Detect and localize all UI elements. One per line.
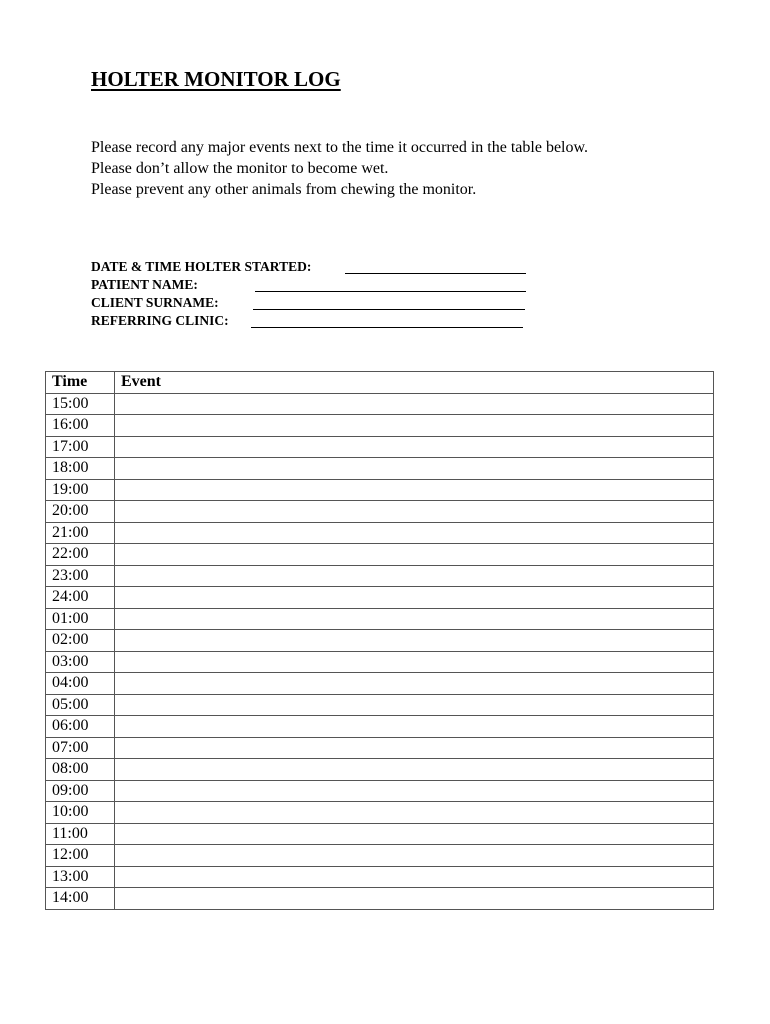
- date-time-label: DATE & TIME HOLTER STARTED:: [91, 259, 312, 274]
- referring-clinic-field: [91, 312, 531, 330]
- time-cell: 18:00: [46, 458, 115, 480]
- time-cell: 16:00: [46, 415, 115, 437]
- event-cell[interactable]: [115, 565, 714, 587]
- event-cell[interactable]: [115, 436, 714, 458]
- referring-clinic-label: REFERRING CLINIC:: [91, 313, 229, 328]
- event-cell[interactable]: [115, 823, 714, 845]
- time-cell: 08:00: [46, 759, 115, 781]
- instructions: [91, 137, 588, 200]
- event-cell[interactable]: [115, 544, 714, 566]
- table-row: [46, 823, 714, 845]
- table-row: [46, 888, 714, 910]
- table-row: [46, 780, 714, 802]
- table-row: [46, 608, 714, 630]
- table-row: [46, 716, 714, 738]
- table-row: [46, 544, 714, 566]
- time-cell: 23:00: [46, 565, 115, 587]
- time-cell: 05:00: [46, 694, 115, 716]
- table-row: [46, 845, 714, 867]
- patient-info-fields: [91, 258, 531, 330]
- time-cell: 15:00: [46, 393, 115, 415]
- time-cell: 20:00: [46, 501, 115, 523]
- event-column-header: Event: [115, 372, 714, 394]
- time-cell: 11:00: [46, 823, 115, 845]
- time-cell: 14:00: [46, 888, 115, 910]
- time-cell: 13:00: [46, 866, 115, 888]
- event-cell[interactable]: [115, 845, 714, 867]
- table-row: [46, 587, 714, 609]
- client-surname-field: [91, 294, 531, 312]
- page-title: HOLTER MONITOR LOG: [91, 67, 341, 91]
- table-row: [46, 802, 714, 824]
- table-row: [46, 737, 714, 759]
- event-log-body: [46, 393, 714, 909]
- table-row: [46, 436, 714, 458]
- event-cell[interactable]: [115, 415, 714, 437]
- date-time-field: [91, 258, 531, 276]
- event-cell[interactable]: [115, 866, 714, 888]
- table-row: [46, 501, 714, 523]
- time-cell: 06:00: [46, 716, 115, 738]
- time-cell: 24:00: [46, 587, 115, 609]
- event-cell[interactable]: [115, 694, 714, 716]
- event-cell[interactable]: [115, 716, 714, 738]
- table-row: [46, 522, 714, 544]
- time-cell: 21:00: [46, 522, 115, 544]
- time-cell: 10:00: [46, 802, 115, 824]
- table-row: [46, 630, 714, 652]
- time-cell: 17:00: [46, 436, 115, 458]
- time-column-header: Time: [46, 372, 115, 394]
- time-cell: 22:00: [46, 544, 115, 566]
- client-surname-label: CLIENT SURNAME:: [91, 295, 219, 310]
- time-cell: 04:00: [46, 673, 115, 695]
- instruction-line: Please record any major events next to the time it occurred in the table below.: [91, 139, 589, 156]
- patient-name-input-line[interactable]: [255, 291, 526, 292]
- event-cell[interactable]: [115, 673, 714, 695]
- event-cell[interactable]: [115, 802, 714, 824]
- table-row: [46, 673, 714, 695]
- time-cell: 02:00: [46, 630, 115, 652]
- referring-clinic-input-line[interactable]: [251, 327, 523, 328]
- time-cell: 03:00: [46, 651, 115, 673]
- time-cell: 12:00: [46, 845, 115, 867]
- patient-name-field: [91, 276, 531, 294]
- event-cell[interactable]: [115, 458, 714, 480]
- table-row: [46, 415, 714, 437]
- event-cell[interactable]: [115, 522, 714, 544]
- event-cell[interactable]: [115, 630, 714, 652]
- table-row: [46, 458, 714, 480]
- table-row: [46, 479, 714, 501]
- table-row: [46, 565, 714, 587]
- time-cell: 07:00: [46, 737, 115, 759]
- event-cell[interactable]: [115, 393, 714, 415]
- table-header-row: [46, 372, 714, 394]
- event-log-table: [45, 371, 714, 910]
- table-row: [46, 694, 714, 716]
- event-cell[interactable]: [115, 759, 714, 781]
- event-cell[interactable]: [115, 888, 714, 910]
- table-row: [46, 651, 714, 673]
- instruction-line: Please prevent any other animals from chewing the monitor.: [91, 181, 477, 198]
- table-row: [46, 759, 714, 781]
- date-time-input-line[interactable]: [345, 273, 526, 274]
- event-cell[interactable]: [115, 651, 714, 673]
- event-cell[interactable]: [115, 737, 714, 759]
- table-row: [46, 393, 714, 415]
- event-cell[interactable]: [115, 479, 714, 501]
- event-cell[interactable]: [115, 587, 714, 609]
- instruction-line: Please don’t allow the monitor to become wet.: [91, 160, 389, 177]
- event-cell[interactable]: [115, 608, 714, 630]
- event-cell[interactable]: [115, 780, 714, 802]
- patient-name-label: PATIENT NAME:: [91, 277, 198, 292]
- client-surname-input-line[interactable]: [253, 309, 525, 310]
- time-cell: 09:00: [46, 780, 115, 802]
- time-cell: 19:00: [46, 479, 115, 501]
- event-cell[interactable]: [115, 501, 714, 523]
- time-cell: 01:00: [46, 608, 115, 630]
- table-row: [46, 866, 714, 888]
